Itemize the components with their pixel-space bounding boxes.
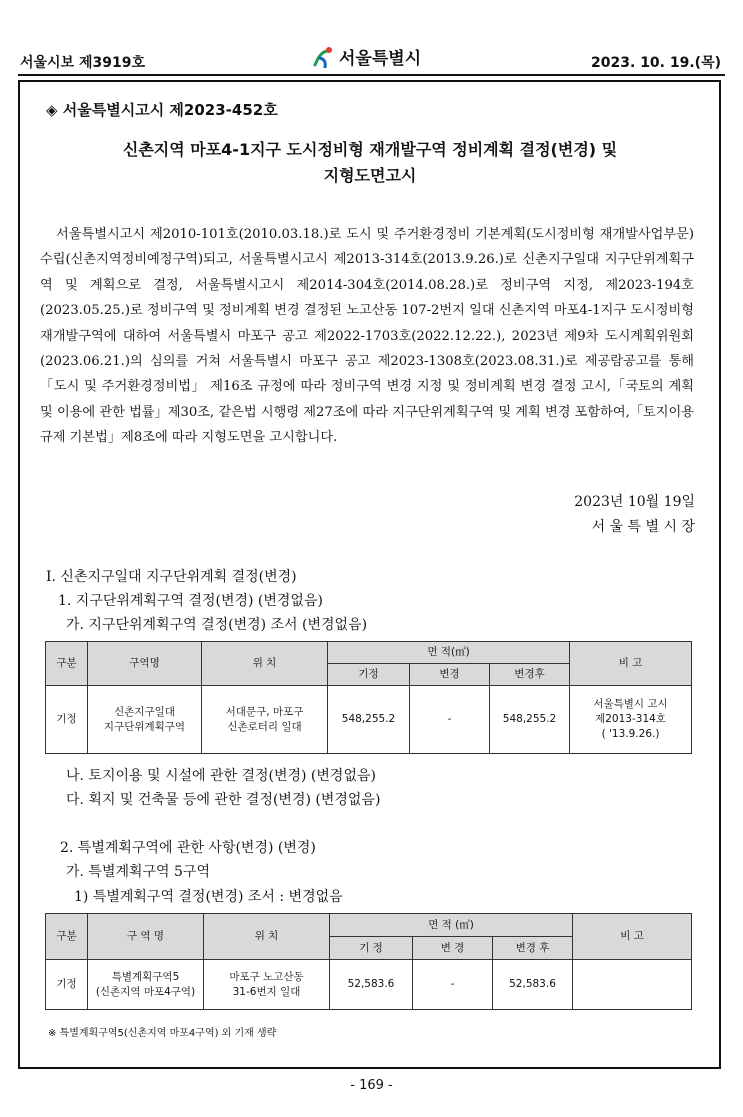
cell-location-line1: 서대문구, 마포구 <box>225 705 304 718</box>
col-header-area-before: 기 정 <box>330 937 413 960</box>
notice-number-text: 서울특별시고시 제2023-452호 <box>62 101 278 119</box>
notice-body: 서울특별시고시 제2010-101호(2010.03.18.)로 도시 및 주거환경정비 기본계획(도시정비형 재개발사업부문) 수립(신촌지역정비예정구역)되고, 서울특별시고시 제2013-314호(2013.9.26.)로 신촌지구일대 지구단위계획구역 및 계획으로 결정, 서울특별시고시 제2014-304호(2014.08.28.)로 정비구역 지정, 제2023-194호(2023.05.25.)로 정비구역 및 정비계획 변경 결정된 노고산동 107-2번지 일대 신촌지역 마포4-1지구 도시정비형 재개발구역에 대하여 서울특별시 마포구 공고 제2022-1703호(2022.12.22.), 2023년 제9차 도시계획위원회(2023.06.21.)의 심의를 거쳐 서울특별시 마포구 공고 제2023-1308호(2023.08.31.)로 제공람공고를 통해 「도시 및 주거환경정비법」 제16조 규정에 따라 정비구역 변경 지정 및 정비계획 변경 결정 고시,「국토의 계획 및 이용에 관한 법률」제30조, 같은법 시행령 제27조에 따라 지구단위계획구역 및 계획 변경 포함하여,「토지이용규제 기본법」제8조에 따라 지형도면을 고시합니다. <box>40 227 694 446</box>
cell-name-line1: 특별계획구역5 <box>111 970 180 983</box>
cell-location <box>204 960 330 1010</box>
special-plan-table <box>45 913 692 1010</box>
col-header-area-change: 변경 <box>410 664 490 686</box>
col-header-name: 구 역 명 <box>88 914 204 960</box>
notice-title-line2: 지형도면고시 <box>323 166 417 185</box>
col-header-area-change: 변 경 <box>413 937 493 960</box>
diamond-bullet-icon: ◈ <box>46 101 58 119</box>
cell-location <box>202 686 328 754</box>
cell-type: 기정 <box>46 686 88 754</box>
cell-name-line2: (신촌지역 마포4구역) <box>95 985 196 998</box>
seoul-logo-icon <box>312 46 336 68</box>
subsection-1a: 가. 지구단위계획구역 결정(변경) 조서 (변경없음) <box>66 617 368 633</box>
publish-date: 2023. 10. 19.(목) <box>591 55 721 71</box>
signature-issuer: 서 울 특 별 시 장 <box>591 519 695 535</box>
cell-name-line2: 지구단위계획구역 <box>103 720 186 733</box>
col-header-note: 비 고 <box>573 914 692 960</box>
cell-location-line1: 마포구 노고산동 <box>229 970 304 983</box>
col-header-type: 구분 <box>46 642 88 686</box>
page-number: - 169 - <box>350 1078 393 1093</box>
district-plan-table <box>45 641 692 754</box>
subsection-2: 2. 특별계획구역에 관한 사항(변경) (변경) <box>60 840 316 856</box>
table-row <box>46 686 692 754</box>
section-heading: Ⅰ. 신촌지구일대 지구단위계획 결정(변경) <box>46 569 297 585</box>
cell-note <box>573 960 692 1010</box>
col-header-name: 구역명 <box>88 642 202 686</box>
cell-note-line2: 제2013-314호 <box>595 713 666 725</box>
cell-area-after: 52,583.6 <box>493 960 573 1010</box>
bulletin-issue: 서울시보 제3919호 <box>20 55 145 71</box>
cell-area-change: - <box>410 686 490 754</box>
subsection-1b: 나. 토지이용 및 시설에 관한 결정(변경) (변경없음) <box>66 768 376 784</box>
cell-name <box>88 686 202 754</box>
cell-note <box>570 686 692 754</box>
cell-type: 기정 <box>46 960 88 1010</box>
subsection-1c: 다. 획지 및 건축물 등에 관한 결정(변경) (변경없음) <box>66 792 381 808</box>
col-header-note: 비 고 <box>570 642 692 686</box>
subsection-2a: 가. 특별계획구역 5구역 <box>66 864 210 880</box>
col-header-area: 면 적 (㎡) <box>330 914 573 937</box>
cell-name <box>88 960 204 1010</box>
cell-area-before: 548,255.2 <box>328 686 410 754</box>
subsection-1: 1. 지구단위계획구역 결정(변경) (변경없음) <box>58 593 323 609</box>
cell-location-line2: 신촌로터리 일대 <box>227 720 302 733</box>
logo-text: 서울특별시 <box>339 49 422 69</box>
col-header-location: 위 치 <box>202 642 328 686</box>
cell-location-line2: 31-6번지 일대 <box>232 985 301 998</box>
signature-date: 2023년 10월 19일 <box>574 494 695 510</box>
col-header-area: 면 적(㎡) <box>328 642 570 664</box>
cell-area-after: 548,255.2 <box>490 686 570 754</box>
cell-area-change: - <box>413 960 493 1010</box>
col-header-type: 구분 <box>46 914 88 960</box>
cell-name-line1: 신촌지구일대 <box>114 705 175 718</box>
table-row <box>46 960 692 1010</box>
col-header-area-after: 변경후 <box>490 664 570 686</box>
col-header-area-before: 기정 <box>328 664 410 686</box>
notice-number <box>46 99 278 120</box>
col-header-location: 위 치 <box>204 914 330 960</box>
cell-area-before: 52,583.6 <box>330 960 413 1010</box>
header-rule <box>18 74 725 76</box>
seoul-logo <box>312 44 421 69</box>
col-header-area-after: 변경 후 <box>493 937 573 960</box>
notice-title-line1: 신촌지역 마포4-1지구 도시정비형 재개발구역 정비계획 결정(변경) 및 <box>122 140 618 159</box>
footnote: ※ 특별계획구역5(신촌지역 마포4구역) 외 기재 생략 <box>48 1028 277 1039</box>
cell-note-line3: ( '13.9.26.) <box>601 728 660 740</box>
subsection-2a1: 1) 특별계획구역 결정(변경) 조서 : 변경없음 <box>74 889 343 905</box>
cell-note-line1: 서울특별시 고시 <box>593 698 668 710</box>
